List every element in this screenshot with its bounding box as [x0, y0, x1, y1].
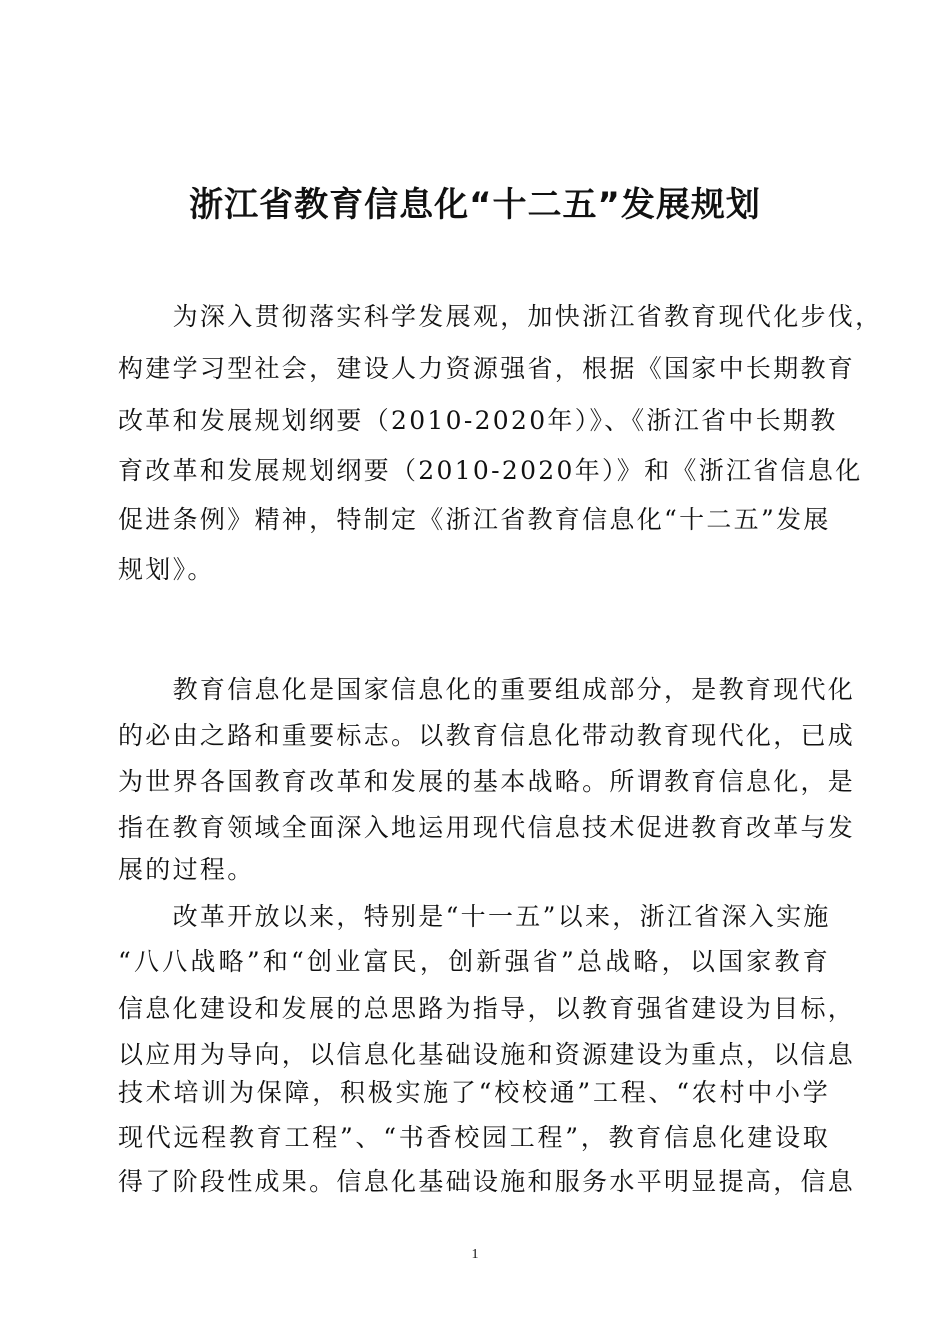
page-number: 1: [471, 1247, 479, 1262]
paragraph-line: 为世界各国教育改革和发展的基本战略。所谓教育信息化，是: [118, 767, 856, 796]
paragraph-line: 技术培训为保障，积极实施了“校校通”工程、“农村中小学: [118, 1078, 830, 1107]
paragraph-line: 以应用为导向，以信息化基础设施和资源建设为重点，以信息: [118, 1040, 856, 1069]
paragraph-line: 得了阶段性成果。信息化基础设施和服务水平明显提高，信息: [118, 1167, 856, 1196]
document-title: 浙江省教育信息化“十二五”发展规划: [189, 185, 761, 225]
paragraph-line: 的必由之路和重要标志。以教育信息化带动教育现代化，已成: [118, 721, 856, 750]
paragraph-line: 为深入贯彻落实科学发展观，加快浙江省教育现代化步伐，: [118, 302, 883, 331]
paragraph-line: 育改革和发展规划纲要（2010-2020年）》和《浙江省信息化: [118, 456, 863, 485]
paragraph-line: 现代远程教育工程”、“书香校园工程”，教育信息化建设取: [118, 1123, 830, 1152]
paragraph-line: 构建学习型社会，建设人力资源强省，根据《国家中长期教育: [118, 354, 856, 383]
paragraph-line: 信息化建设和发展的总思路为指导，以教育强省建设为目标，: [118, 994, 856, 1023]
paragraph-line: 展的过程。: [118, 855, 255, 884]
paragraph-line: “八八战略”和“创业富民，创新强省”总战略，以国家教育: [118, 947, 830, 976]
paragraph-line: 规划》。: [118, 555, 215, 584]
paragraph-line: 指在教育领域全面深入地运用现代信息技术促进教育改革与发: [118, 813, 856, 842]
paragraph-line: 改革和发展规划纲要（2010-2020年）》、《浙江省中长期教: [118, 406, 838, 435]
paragraph-line: 改革开放以来，特别是“十一五”以来，浙江省深入实施: [118, 902, 831, 931]
paragraph-line: 促进条例》精神，特制定《浙江省教育信息化“十二五”发展: [118, 505, 831, 534]
paragraph-line: 教育信息化是国家信息化的重要组成部分，是教育现代化: [118, 675, 856, 704]
